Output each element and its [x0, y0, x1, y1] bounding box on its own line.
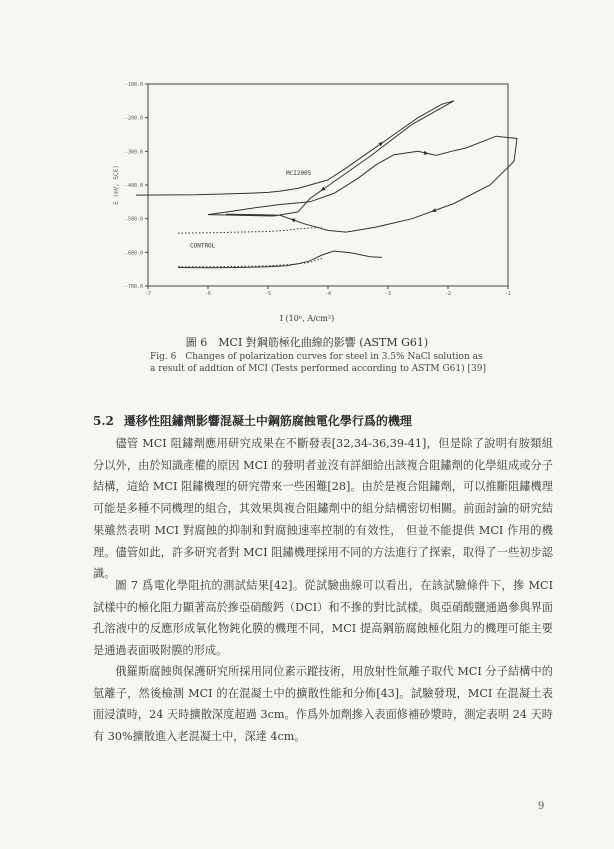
y-tick-label: -700.0	[124, 284, 143, 290]
series-line	[178, 258, 322, 266]
series-label: MCI2005	[286, 169, 312, 177]
y-tick-label: -600.0	[124, 250, 143, 257]
section-title: 遷移性阻鏽劑影響混凝土中鋼筋腐蝕電化學行爲的機理	[123, 414, 412, 428]
figure-caption-zh: 圖 6 MCI 對鋼筋極化曲線的影響 (ASTM G61)	[185, 336, 429, 349]
y-tick-label: -500.0	[124, 216, 143, 223]
x-tick-label: -7	[144, 291, 152, 297]
paragraph: 儘管 MCI 阻鏽劑應用研究成果在不斷發表[32,34-36,39-41]，但是除了說明有胺類組分以外，由於知識產權的原因 MCI 的發明者並沒有詳細給出該複合阻鏽劑的化學組成或分子結構，這給 MCI 阻鏽機理的研究帶來一些困難[28]。由於是複合阻鏽劑，可以推斷阻鏽機理可能是多種不同機理的組合，其效果與複合阻鏽劑中的組分結構密切相關。前面討論的研究結果雖然表明 MCI 對腐蝕的抑制和對腐蝕速率控制的有效性， 但並不能提供 MCI 作用的機理。儘管如此，許多研究者對 MCI 阻鏽機理採用不同的方法進行了探索，取得了一些初步認識。	[93, 437, 553, 581]
x-tick-label: -5	[264, 291, 272, 297]
x-tick-label: -2	[444, 291, 452, 297]
section-number: 5.2	[93, 414, 114, 428]
series-line	[136, 101, 517, 232]
x-axis-label: I (10ⁿ, A/cm²)	[279, 314, 335, 323]
x-tick-label: -6	[204, 291, 212, 297]
paragraph: 俄羅斯腐蝕與保護研究所採用同位素示蹤技術，用放射性氚離子取代 MCI 分子結構中的氫離子，然後檢測 MCI 的在混凝土中的擴散性能和分佈[43]。試驗發現，MCI 在混凝土表面浸漬時，24 天時擴散深度超過 3cm。作爲外加劑摻入表面修補砂漿時，測定表明 24 天時有 30%擴散進入老混凝土中，深達 4cm。	[93, 665, 553, 744]
paragraph: 圖 7 爲電化學阻抗的測試結果[42]。從試驗曲線可以看出，在該試驗條件下，摻 MCI 試樣中的極化阻力顯著高於摻亞硝酸鈣（DCI）和不摻的對比試樣。與亞硝酸鹽通過參與界面孔溶液中的反應形成氧化物鈍化膜的機理不同，MCI 提高鋼筋腐蝕極化阻力的機理可能主要是通過表面吸附膜的形成。	[93, 579, 553, 658]
x-tick-label: -1	[504, 291, 512, 297]
polarization-chart	[110, 78, 520, 308]
figure-caption-en: Fig. 6 Changes of polarization curves for steel in 3.5% NaCl solution as a result of addtion of MCI (Tests performed according to ASTM G61) [39]	[150, 352, 486, 374]
page-number: 9	[538, 801, 545, 812]
series-line	[178, 227, 322, 233]
x-tick-label: -3	[384, 291, 392, 297]
y-tick-label: -200.0	[124, 115, 143, 122]
y-tick-label: -100.0	[124, 82, 143, 88]
y-axis-label: E (mV, SCE)	[113, 165, 120, 205]
y-tick-label: -300.0	[124, 149, 143, 156]
curve-arrow	[289, 217, 295, 222]
section-heading	[93, 412, 563, 429]
curve-arrow	[430, 208, 436, 213]
y-tick-label: -400.0	[124, 183, 143, 189]
x-tick-label: -4	[324, 291, 332, 297]
plot-frame	[148, 84, 508, 286]
series-label: CONTROL	[190, 242, 216, 250]
